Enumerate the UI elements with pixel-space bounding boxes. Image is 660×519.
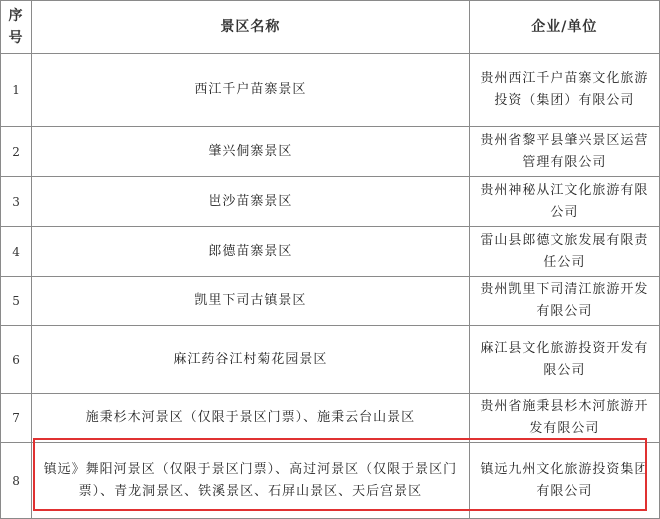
header-org: 企业/单位 <box>469 1 659 54</box>
table-header-row <box>1 1 660 54</box>
row-no: 7 <box>1 394 32 443</box>
row-no: 8 <box>1 443 32 519</box>
table-row <box>1 127 660 177</box>
row-no: 3 <box>1 177 32 227</box>
row-name: 凯里下司古镇景区 <box>32 277 470 326</box>
row-name: 西江千户苗寨景区 <box>32 54 470 127</box>
table-row-highlighted <box>1 443 660 519</box>
table-row <box>1 54 660 127</box>
row-org: 镇远九州文化旅游投资集团有限公司 <box>469 443 659 519</box>
table-row <box>1 394 660 443</box>
row-no: 1 <box>1 54 32 127</box>
row-name: 肇兴侗寨景区 <box>32 127 470 177</box>
row-name: 岜沙苗寨景区 <box>32 177 470 227</box>
row-name: 郎德苗寨景区 <box>32 227 470 277</box>
table-row <box>1 277 660 326</box>
row-org: 雷山县郎德文旅发展有限责任公司 <box>469 227 659 277</box>
row-name: 镇远》舞阳河景区（仅限于景区门票）、高过河景区（仅限于景区门票）、青龙洞景区、铁溪景区、石屏山景区、天后宫景区 <box>32 443 470 519</box>
table-row <box>1 326 660 394</box>
row-org: 贵州神秘从江文化旅游有限公司 <box>469 177 659 227</box>
row-no: 6 <box>1 326 32 394</box>
row-name: 施秉杉木河景区（仅限于景区门票）、施秉云台山景区 <box>32 394 470 443</box>
row-org: 贵州凯里下司清江旅游开发有限公司 <box>469 277 659 326</box>
row-name: 麻江药谷江村菊花园景区 <box>32 326 470 394</box>
table-row <box>1 177 660 227</box>
row-org: 贵州省黎平县肇兴景区运营管理有限公司 <box>469 127 659 177</box>
row-no: 2 <box>1 127 32 177</box>
row-org: 麻江县文化旅游投资开发有限公司 <box>469 326 659 394</box>
row-no: 5 <box>1 277 32 326</box>
header-no: 序号 <box>1 1 32 54</box>
table-row <box>1 227 660 277</box>
row-org: 贵州西江千户苗寨文化旅游投资（集团）有限公司 <box>469 54 659 127</box>
header-name: 景区名称 <box>32 1 470 54</box>
row-org: 贵州省施秉县杉木河旅游开发有限公司 <box>469 394 659 443</box>
row-no: 4 <box>1 227 32 277</box>
